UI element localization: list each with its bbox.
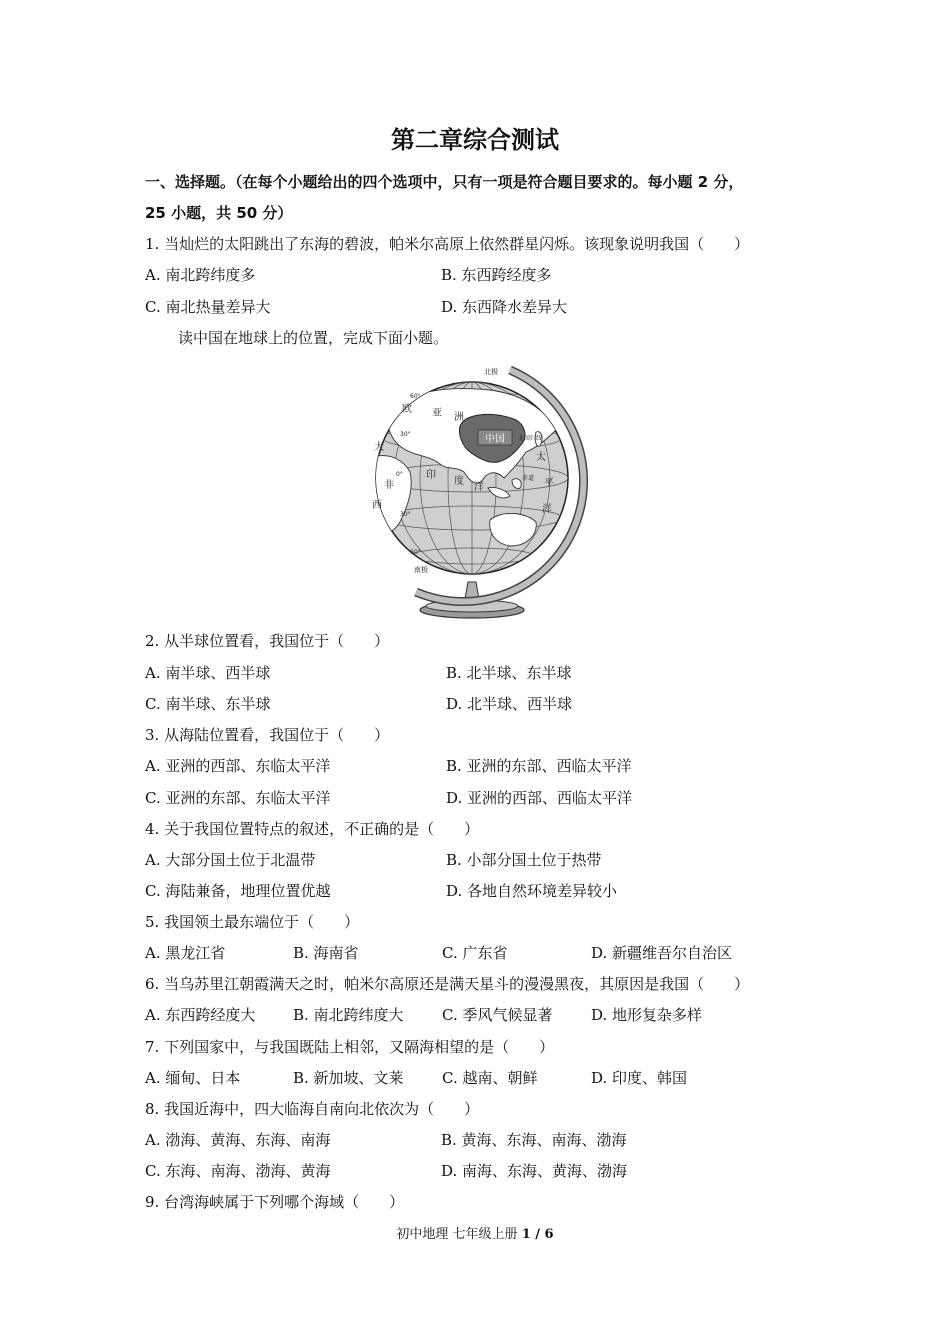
label-lat-30n: 30° [400, 431, 411, 438]
footer-text: 初中地理 七年级上册 [396, 1227, 522, 1242]
q2-option-c: C. 南半球、东半球 [145, 695, 271, 713]
q5-option-b: B. 海南省 [293, 944, 359, 962]
q3-option-a: A. 亚洲的西部、东临太平洋 [145, 757, 331, 775]
label-africa: 非 [384, 480, 394, 491]
q8-option-a: A. 渤海、黄海、东海、南海 [145, 1131, 331, 1149]
q8-option-b: B. 黄海、东海、南海、渤海 [441, 1131, 627, 1149]
q4-option-a: A. 大部分国土位于北温带 [145, 851, 316, 869]
north-pole-label: 北极 [484, 368, 498, 376]
q4-option-b: B. 小部分国土位于热带 [446, 851, 602, 869]
q8-option-d: D. 南海、东海、黄海、渤海 [441, 1162, 628, 1180]
question-6-stem: 6. 当乌苏里江朝霞满天之时，帕米尔高原还是满天星斗的漫漫黑夜，其原因是我国（ ） [145, 975, 750, 993]
q1-option-d: D. 东西降水差异大 [441, 298, 568, 316]
question-2-stem: 2. 从半球位置看，我国位于（ ） [145, 632, 390, 650]
china-label: 中国 [485, 434, 505, 445]
page-title: 第二章综合测试 [391, 126, 559, 154]
label-asia: 亚 [432, 408, 442, 419]
label-lat-60s: 60° [410, 549, 421, 556]
q8-option-c: C. 东海、南海、渤海、黄海 [145, 1162, 331, 1180]
question-7-stem: 7. 下列国家中，与我国既陆上相邻，又隔海相望的是（ ） [145, 1038, 555, 1056]
question-4-stem: 4. 关于我国位置特点的叙述，不正确的是（ ） [145, 820, 480, 838]
label-pacific-3: 洋 [542, 504, 552, 515]
south-pole-label: 南极 [414, 566, 428, 574]
label-europe: 欧 [402, 404, 412, 415]
q6-option-c: C. 季风气候显著 [442, 1006, 553, 1024]
q1-option-b: B. 东西跨经度多 [441, 266, 552, 284]
q6-option-a: A. 东西跨经度大 [145, 1006, 256, 1024]
q1-option-c: C. 南北热量差异大 [145, 298, 271, 316]
q4-option-d: D. 各地自然环境差异较小 [446, 882, 618, 900]
question-3-stem: 3. 从海陆位置看，我国位于（ ） [145, 726, 390, 744]
page-number: 1 / 6 [521, 1227, 554, 1242]
q5-option-a: A. 黑龙江省 [145, 944, 226, 962]
q7-option-b: B. 新加坡、文莱 [293, 1069, 404, 1087]
label-zhou: 洲 [454, 412, 464, 423]
label-tropic: 北回归线 [518, 435, 543, 442]
q2-option-b: B. 北半球、东半球 [446, 664, 572, 682]
question-9-stem: 9. 台湾海峡属于下列哪个海域（ ） [145, 1193, 405, 1211]
q7-option-d: D. 印度、韩国 [591, 1069, 688, 1087]
q4-option-c: C. 海陆兼备，地理位置优越 [145, 882, 331, 900]
q1-option-a: A. 南北跨纬度多 [145, 266, 256, 284]
label-indian-3: 洋 [474, 482, 484, 493]
label-pacific-1: 太 [536, 452, 546, 463]
label-lat-0: 0° [396, 471, 403, 478]
label-pacific-2: 平 [544, 478, 554, 489]
q7-option-a: A. 缅甸、日本 [145, 1069, 241, 1087]
q3-option-b: B. 亚洲的东部、西临太平洋 [446, 757, 632, 775]
label-lat-30s: 30° [400, 511, 411, 518]
q2-option-a: A. 南半球、西半球 [145, 664, 271, 682]
q3-option-c: C. 亚洲的东部、东临太平洋 [145, 789, 331, 807]
page-footer [0, 1226, 950, 1244]
reading-intro: 读中国在地球上的位置，完成下面小题。 [178, 329, 449, 347]
q5-option-c: C. 广东省 [442, 944, 508, 962]
label-atlantic-1: 大 [374, 442, 384, 453]
question-5-stem: 5. 我国领土最东端位于（ ） [145, 913, 360, 931]
section-heading-line2: 25 小题，共 50 分） [145, 204, 293, 222]
label-indian-1: 印 [426, 470, 436, 481]
q6-option-d: D. 地形复杂多样 [591, 1006, 703, 1024]
q7-option-c: C. 越南、朝鲜 [442, 1069, 538, 1087]
label-atlantic-2: 西 [372, 500, 382, 511]
q3-option-d: D. 亚洲的西部、西临太平洋 [446, 789, 633, 807]
label-equator: 赤道 [522, 475, 535, 482]
q6-option-b: B. 南北跨纬度大 [293, 1006, 404, 1024]
q5-option-d: D. 新疆维吾尔自治区 [591, 944, 733, 962]
question-1-stem: 1. 当灿烂的太阳跳出了东海的碧波，帕米尔高原上依然群星闪烁。该现象说明我国（ ） [145, 235, 750, 253]
label-indian-2: 度 [454, 476, 464, 487]
section-heading-line1: 一、选择题。（在每个小题给出的四个选项中，只有一项是符合题目要求的。每小题 2 分， [145, 173, 744, 191]
q2-option-d: D. 北半球、西半球 [446, 695, 573, 713]
question-8-stem: 8. 我国近海中，四大临海自南向北依次为（ ） [145, 1100, 480, 1118]
globe-illustration [360, 360, 590, 622]
label-lat-60n: 60° [410, 393, 421, 400]
